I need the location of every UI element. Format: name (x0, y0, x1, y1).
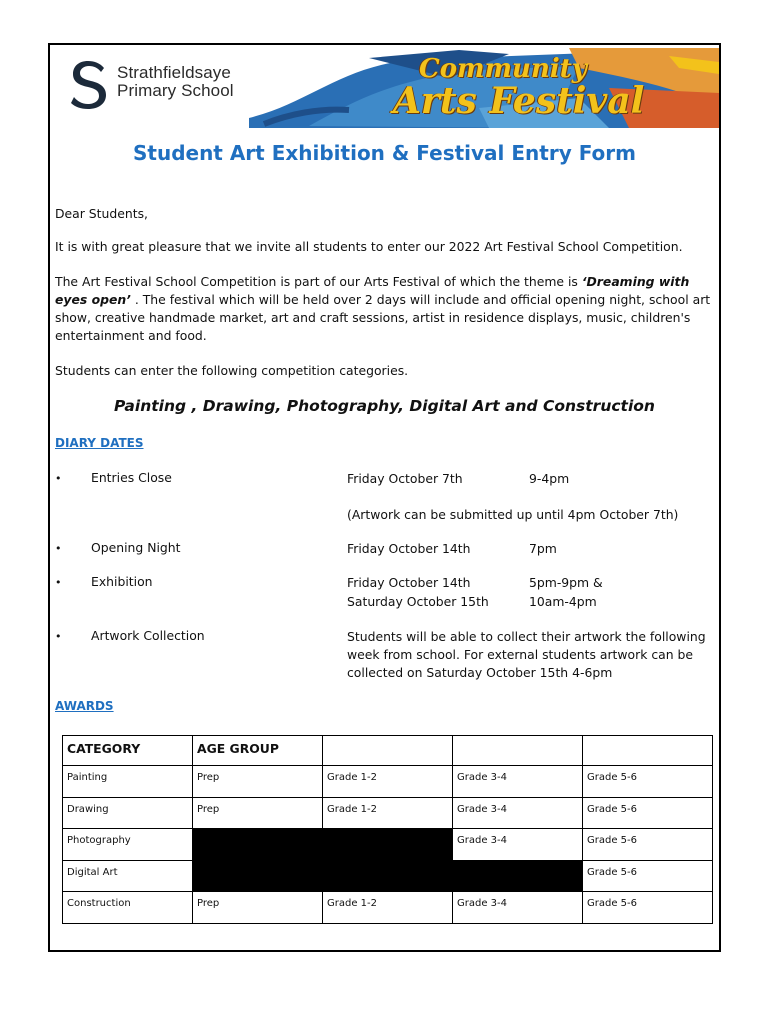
category-cell: Construction (63, 892, 193, 924)
diary-label-entries-close: Entries Close (91, 470, 172, 485)
greeting: Dear Students, (55, 206, 148, 221)
diary-date-exhibition-1: Friday October 14th (347, 575, 471, 590)
header-empty-cell (583, 736, 713, 766)
diary-time-exhibition-2: 10am-4pm (529, 594, 597, 609)
theme-text-before: The Art Festival School Competition is part of our Arts Festival of which the theme is (55, 274, 582, 289)
age-cell: Grade 3-4 (453, 797, 583, 829)
bullet-icon: • (55, 630, 62, 643)
age-cell: Grade 1-2 (323, 892, 453, 924)
diary-time-exhibition-1: 5pm-9pm & (529, 575, 603, 590)
diary-label-exhibition: Exhibition (91, 574, 153, 589)
blacked-out-cell (193, 860, 323, 892)
age-cell: Grade 5-6 (583, 766, 713, 798)
diary-time-opening-night: 7pm (529, 541, 557, 556)
diary-dates-heading: DIARY DATES (55, 436, 144, 450)
intro-paragraph: It is with great pleasure that we invite all students to enter our 2022 Art Festival School Competition. (55, 239, 683, 254)
bullet-icon: • (55, 576, 62, 589)
theme-name: ‘Dreaming with eyes open’ (55, 274, 690, 307)
age-cell: Grade 5-6 (583, 892, 713, 924)
blacked-out-cell (323, 829, 453, 861)
table-row (63, 860, 713, 892)
age-cell: Prep (193, 766, 323, 798)
category-cell: Digital Art (63, 860, 193, 892)
age-cell: Grade 5-6 (583, 860, 713, 892)
age-cell: Grade 3-4 (453, 829, 583, 861)
category-cell: Painting (63, 766, 193, 798)
diary-time-entries-close: 9-4pm (529, 471, 570, 486)
col-category-header: CATEGORY (63, 736, 193, 766)
awards-heading: AWARDS (55, 699, 114, 713)
diary-desc-collection-1: Students will be able to collect their artwork the following (347, 629, 706, 644)
diary-label-opening-night: Opening Night (91, 540, 181, 555)
diary-desc-collection-2: week from school. For external students artwork can be (347, 647, 694, 662)
categories-list: Painting , Drawing, Photography, Digital Art and Construction (114, 397, 655, 415)
bullet-icon: • (55, 542, 62, 555)
header-empty-cell (323, 736, 453, 766)
awards-table (62, 735, 713, 924)
blacked-out-cell (453, 860, 583, 892)
blacked-out-cell (193, 829, 323, 861)
school-name-line1: Strathfieldsaye (117, 63, 231, 82)
banner-title-line2: Arts Festival (393, 80, 645, 122)
theme-text-after: . The festival which will be held over 2 days will include and official opening night, school art show, creative handmade market, art and craft sessions, artist in residence displays, music, children's entertainment and food. (55, 292, 711, 343)
diary-date-exhibition-2: Saturday October 15th (347, 594, 489, 609)
age-cell: Prep (193, 797, 323, 829)
table-row (63, 797, 713, 829)
school-logo-icon (70, 60, 110, 110)
age-cell: Grade 5-6 (583, 797, 713, 829)
school-name-line2: Primary School (117, 81, 234, 100)
page-title: Student Art Exhibition & Festival Entry Form (132, 141, 636, 165)
school-name (117, 64, 234, 100)
diary-note-entries-close: (Artwork can be submitted up until 4pm October 7th) (347, 507, 679, 522)
category-cell: Drawing (63, 797, 193, 829)
blacked-out-cell (323, 860, 453, 892)
table-row (63, 829, 713, 861)
header-empty-cell (453, 736, 583, 766)
age-cell: Grade 3-4 (453, 766, 583, 798)
banner-title-line1: Community (419, 54, 587, 84)
categories-intro: Students can enter the following competition categories. (55, 363, 409, 378)
table-row (63, 766, 713, 798)
col-age-group-header: AGE GROUP (193, 736, 323, 766)
table-row (63, 892, 713, 924)
table-header-row (63, 736, 713, 766)
arts-festival-banner (249, 48, 719, 128)
age-cell: Grade 5-6 (583, 829, 713, 861)
category-cell: Photography (63, 829, 193, 861)
bullet-icon: • (55, 472, 62, 485)
age-cell: Grade 3-4 (453, 892, 583, 924)
diary-label-artwork-collection: Artwork Collection (91, 628, 205, 643)
theme-paragraph (55, 273, 717, 345)
age-cell: Grade 1-2 (323, 766, 453, 798)
age-cell: Grade 1-2 (323, 797, 453, 829)
diary-desc-collection-3: collected on Saturday October 15th 4-6pm (347, 665, 613, 680)
age-cell: Prep (193, 892, 323, 924)
diary-date-opening-night: Friday October 14th (347, 541, 471, 556)
diary-date-entries-close: Friday October 7th (347, 471, 463, 486)
